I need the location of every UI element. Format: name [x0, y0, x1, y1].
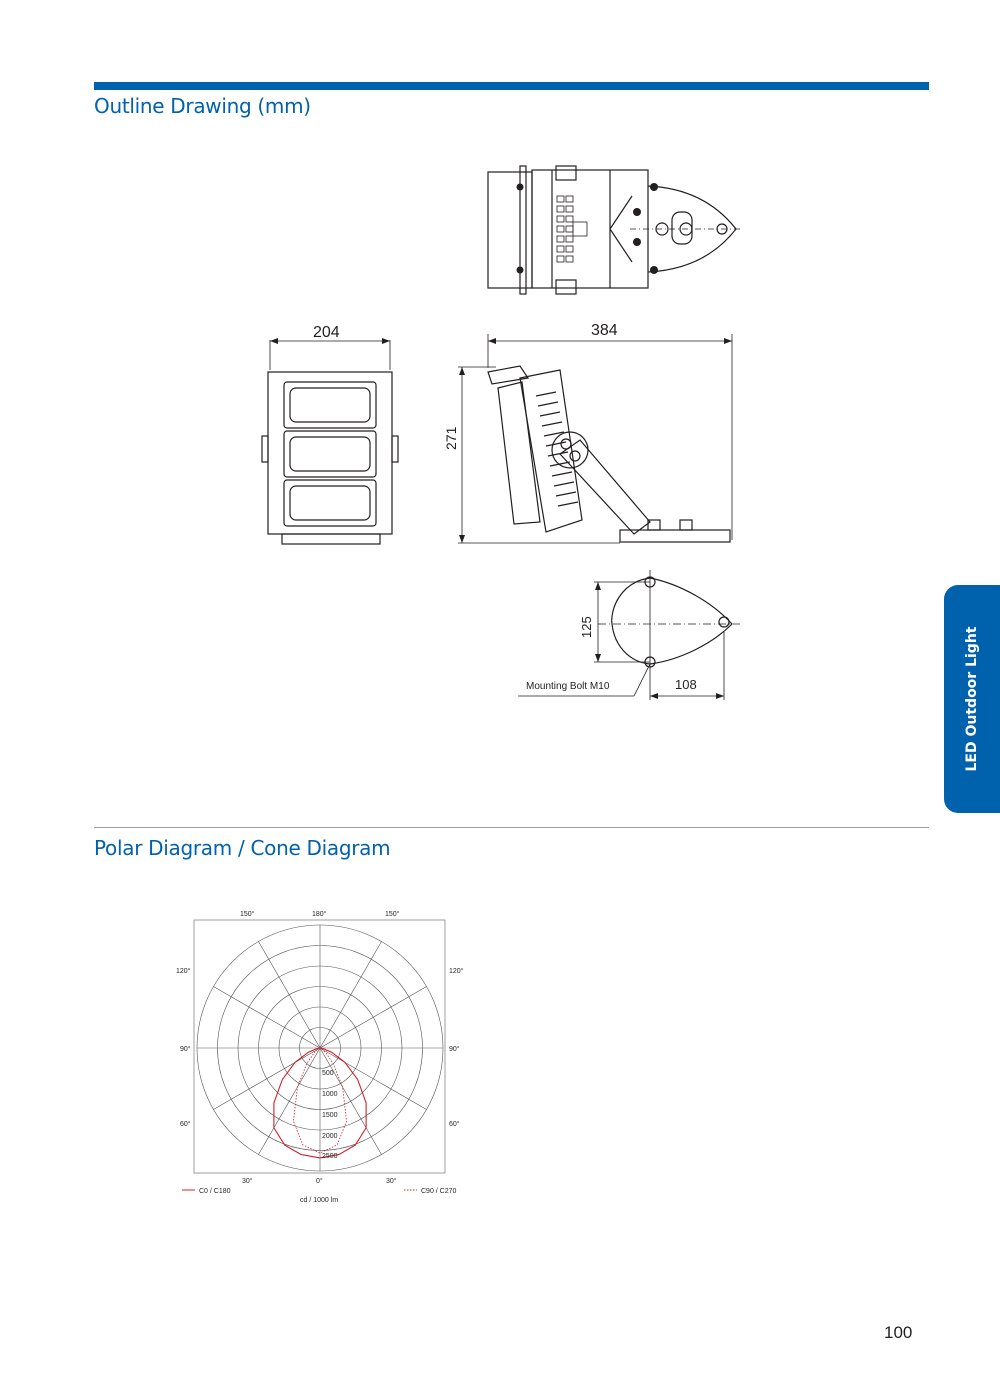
side-tab-label: LED Outdoor Light [964, 626, 980, 772]
angle-label-top-left: 150° [240, 911, 255, 918]
polar-frame [194, 920, 445, 1173]
dim-length-label: 384 [591, 322, 618, 339]
radial-tick-1500: 1500 [322, 1112, 338, 1119]
top-view-drawing [488, 166, 740, 294]
side-tab [944, 585, 1000, 813]
radial-tick-500: 500 [322, 1070, 334, 1077]
angle-label-right-90: 90° [449, 1046, 460, 1053]
legend-c90-label: C90 / C270 [421, 1188, 457, 1195]
mounting-bolt-label: Mounting Bolt M10 [526, 681, 610, 692]
dim-bracket-height-label: 125 [579, 616, 594, 638]
legend-c0-label: C0 / C180 [199, 1188, 231, 1195]
angle-label-left-120: 120° [176, 968, 191, 975]
radial-tick-2500: 2500 [322, 1153, 338, 1160]
page-number: 100 [884, 1323, 913, 1342]
angle-label-left-90: 90° [180, 1046, 191, 1053]
unit-label: cd / 1000 lm [300, 1197, 339, 1204]
angle-label-bottom-right: 30° [386, 1178, 397, 1185]
polar-diagram-title: Polar Diagram / Cone Diagram [94, 836, 391, 860]
dim-bracket-depth-label: 108 [675, 677, 697, 692]
angle-label-top-right: 150° [385, 911, 400, 918]
front-view-drawing [262, 338, 398, 544]
angle-label-bottom-center: 0° [316, 1178, 323, 1185]
section-divider [94, 827, 929, 828]
angle-label-left-60: 60° [180, 1121, 191, 1128]
radial-tick-2000: 2000 [322, 1133, 338, 1140]
angle-label-right-120: 120° [449, 968, 464, 975]
angle-label-right-60: 60° [449, 1121, 460, 1128]
angle-label-bottom-left: 30° [242, 1178, 253, 1185]
side-view-drawing [458, 334, 732, 543]
polar-chart [170, 905, 470, 1205]
dim-width-label: 204 [313, 324, 340, 341]
dim-height-label: 271 [443, 426, 459, 450]
angle-label-top-center: 180° [312, 911, 327, 918]
radial-tick-1000: 1000 [322, 1091, 338, 1098]
outline-drawing-title: Outline Drawing (mm) [94, 94, 311, 118]
